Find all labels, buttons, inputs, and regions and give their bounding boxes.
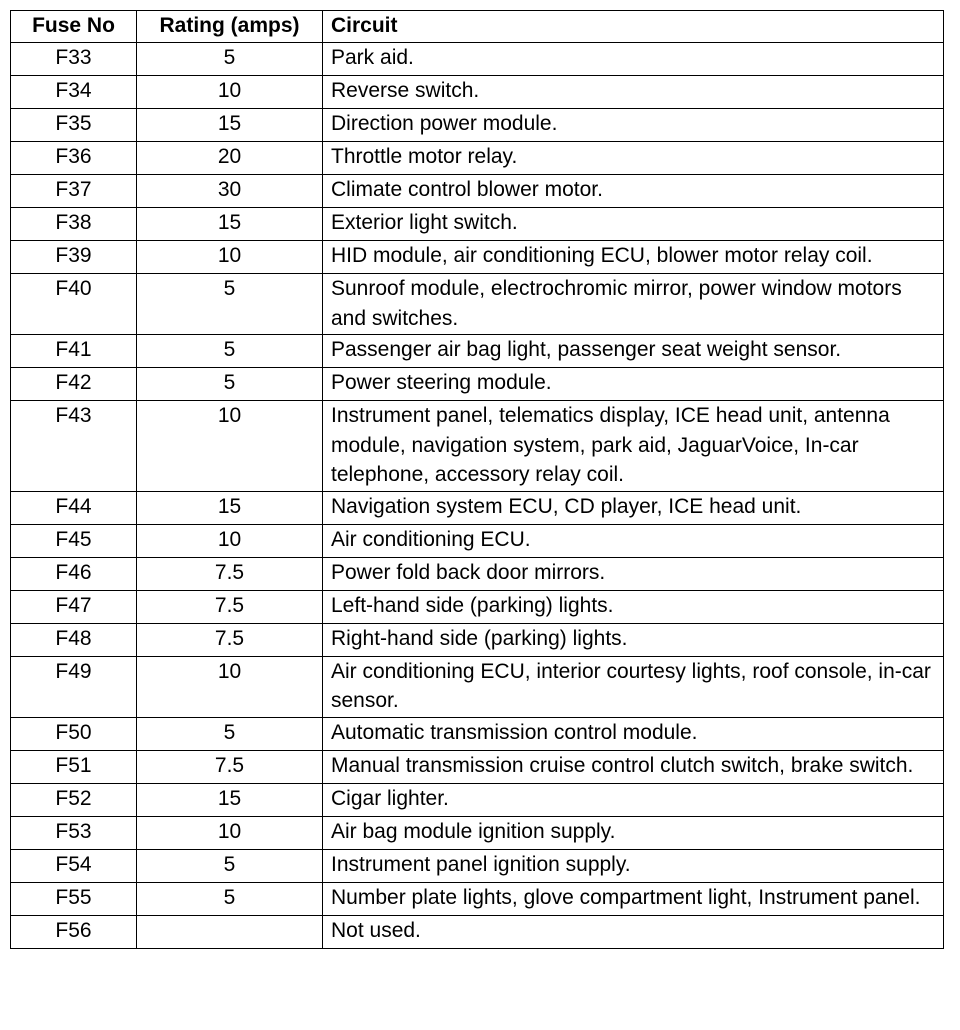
fuse-cell: F42 (11, 368, 137, 401)
rating-cell (137, 915, 323, 948)
fuse-cell: F46 (11, 557, 137, 590)
table-row (11, 109, 944, 142)
circuit-cell: Power fold back door mirrors. (323, 557, 944, 590)
table-row (11, 915, 944, 948)
table-row (11, 590, 944, 623)
table-row (11, 175, 944, 208)
fuse-cell: F38 (11, 208, 137, 241)
rating-cell: 15 (137, 208, 323, 241)
fuse-cell: F49 (11, 656, 137, 717)
rating-cell: 30 (137, 175, 323, 208)
column-header-circuit: Circuit (323, 11, 944, 43)
fuse-cell: F34 (11, 76, 137, 109)
circuit-cell: Number plate lights, glove compartment light, Instrument panel. (323, 882, 944, 915)
column-header-fuse: Fuse No (11, 11, 137, 43)
fuse-cell: F45 (11, 524, 137, 557)
fuse-cell: F47 (11, 590, 137, 623)
fuse-cell: F33 (11, 43, 137, 76)
rating-cell: 7.5 (137, 557, 323, 590)
table-row (11, 623, 944, 656)
circuit-cell: Climate control blower motor. (323, 175, 944, 208)
rating-cell: 5 (137, 849, 323, 882)
table-row (11, 656, 944, 717)
fuse-cell: F44 (11, 491, 137, 524)
rating-cell: 15 (137, 109, 323, 142)
rating-cell: 10 (137, 241, 323, 274)
table-row (11, 524, 944, 557)
circuit-cell: Instrument panel, telematics display, ICE head unit, antenna module, navigation system, park aid, JaguarVoice, In-car telephone, accessory relay coil. (323, 401, 944, 492)
table-row (11, 882, 944, 915)
table-row (11, 717, 944, 750)
rating-cell: 5 (137, 335, 323, 368)
fuse-cell: F48 (11, 623, 137, 656)
table-body (11, 43, 944, 949)
column-header-rating: Rating (amps) (137, 11, 323, 43)
circuit-cell: HID module, air conditioning ECU, blower motor relay coil. (323, 241, 944, 274)
fuse-cell: F56 (11, 915, 137, 948)
table-row (11, 750, 944, 783)
table-row (11, 208, 944, 241)
table-row (11, 816, 944, 849)
table-row (11, 241, 944, 274)
circuit-cell: Right-hand side (parking) lights. (323, 623, 944, 656)
fuse-cell: F36 (11, 142, 137, 175)
fuse-cell: F41 (11, 335, 137, 368)
rating-cell: 10 (137, 76, 323, 109)
rating-cell: 7.5 (137, 623, 323, 656)
circuit-cell: Not used. (323, 915, 944, 948)
circuit-cell: Sunroof module, electrochromic mirror, power window motors and switches. (323, 274, 944, 335)
circuit-cell: Air conditioning ECU, interior courtesy lights, roof console, in-car sensor. (323, 656, 944, 717)
rating-cell: 15 (137, 783, 323, 816)
rating-cell: 10 (137, 524, 323, 557)
fuse-cell: F40 (11, 274, 137, 335)
table-row (11, 491, 944, 524)
table-row (11, 401, 944, 492)
rating-cell: 20 (137, 142, 323, 175)
circuit-cell: Manual transmission cruise control clutch switch, brake switch. (323, 750, 944, 783)
fuse-cell: F37 (11, 175, 137, 208)
circuit-cell: Passenger air bag light, passenger seat weight sensor. (323, 335, 944, 368)
fuse-cell: F55 (11, 882, 137, 915)
rating-cell: 15 (137, 491, 323, 524)
rating-cell: 5 (137, 43, 323, 76)
rating-cell: 5 (137, 274, 323, 335)
circuit-cell: Automatic transmission control module. (323, 717, 944, 750)
rating-cell: 10 (137, 656, 323, 717)
table-row (11, 274, 944, 335)
rating-cell: 5 (137, 717, 323, 750)
table-row (11, 849, 944, 882)
fuse-cell: F39 (11, 241, 137, 274)
rating-cell: 10 (137, 401, 323, 492)
table-header-row (11, 11, 944, 43)
circuit-cell: Park aid. (323, 43, 944, 76)
circuit-cell: Navigation system ECU, CD player, ICE head unit. (323, 491, 944, 524)
circuit-cell: Air conditioning ECU. (323, 524, 944, 557)
fuse-cell: F53 (11, 816, 137, 849)
table-row (11, 557, 944, 590)
fuse-cell: F35 (11, 109, 137, 142)
circuit-cell: Exterior light switch. (323, 208, 944, 241)
circuit-cell: Cigar lighter. (323, 783, 944, 816)
rating-cell: 5 (137, 882, 323, 915)
table-row (11, 368, 944, 401)
circuit-cell: Air bag module ignition supply. (323, 816, 944, 849)
circuit-cell: Instrument panel ignition supply. (323, 849, 944, 882)
table-row (11, 335, 944, 368)
table-row (11, 783, 944, 816)
table-row (11, 43, 944, 76)
table-row (11, 142, 944, 175)
fuse-cell: F43 (11, 401, 137, 492)
fuse-cell: F52 (11, 783, 137, 816)
fuse-cell: F51 (11, 750, 137, 783)
circuit-cell: Direction power module. (323, 109, 944, 142)
circuit-cell: Left-hand side (parking) lights. (323, 590, 944, 623)
rating-cell: 10 (137, 816, 323, 849)
circuit-cell: Reverse switch. (323, 76, 944, 109)
table-row (11, 76, 944, 109)
fuse-cell: F50 (11, 717, 137, 750)
rating-cell: 7.5 (137, 590, 323, 623)
rating-cell: 7.5 (137, 750, 323, 783)
fuse-table (10, 10, 944, 949)
circuit-cell: Throttle motor relay. (323, 142, 944, 175)
circuit-cell: Power steering module. (323, 368, 944, 401)
rating-cell: 5 (137, 368, 323, 401)
fuse-cell: F54 (11, 849, 137, 882)
